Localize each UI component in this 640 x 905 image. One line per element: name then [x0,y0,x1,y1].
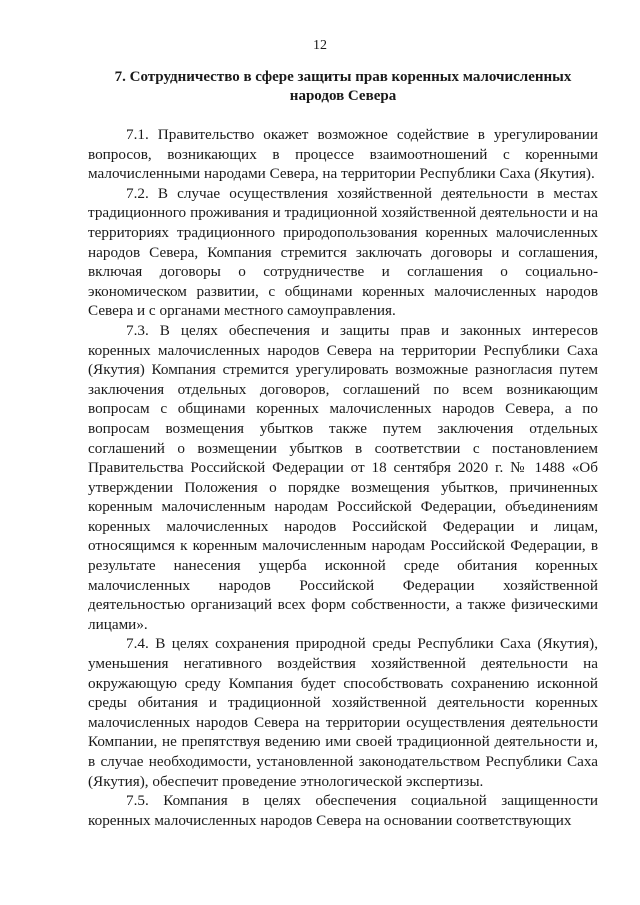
page-number: 12 [313,38,327,53]
section-heading: 7. Сотрудничество в сфере защиты прав коренных малочисленных народов Севера [114,69,572,104]
paragraph-7-4: 7.4. В целях сохранения природной среды Республики Саха (Якутия), уменьшения негативного воздействия хозяйственной деятельности на окружающую среду Компания будет способствовать сохранению исконной среды обитания и традиционной хозяйственной деятельности коренных малочисленных народов Севера на территории осуществления деятельности Компании, не препятствуя ведению ими своей традиционной деятельности и, в случае необходимости, установленной законодательством Республики Саха (Якутия), обеспечит проведение этнологической экспертизы. [88,635,598,790]
paragraph-7-1: 7.1. Правительство окажет возможное содействие в урегулировании вопросов, возникающих в процессе взаимоотношений с коренными малочисленными народами Севера, на территории Республики Саха (Якутия). [88,126,598,183]
paragraph-7-5: 7.5. Компания в целях обеспечения социальной защищенности коренных малочисленных народов Севера на основании соответствующих [88,792,598,829]
paragraph-7-2: 7.2. В случае осуществления хозяйственной деятельности в местах традиционного проживания и традиционной хозяйственной деятельности и на территориях традиционного природопользования коренных малочисленных народов Севера, Компания стремится заключать договоры и соглашения, включая договоры о сотрудничестве и соглашения о социально-экономическом развитии, с общинами коренных малочисленных народов Севера и с органами местного самоуправления. [88,184,598,320]
paragraph-7-3: 7.3. В целях обеспечения и защиты прав и законных интересов коренных малочисленных народов Севера на территории Республики Саха (Якутия) Компания стремится урегулировать возможные разногласия путем заключения отдельных договоров, соглашений по всем возникающим вопросам с общинами коренных малочисленных народов Севера, а по вопросам возмещения убытков также путем заключения отдельных соглашений о возмещении убытков в соответствии с постановлением Правительства Российской Федерации от 18 сентября 2020 г. № 1488 «Об утверждении Положения о порядке возмещения убытков, причиненных коренным малочисленным народам Российской Федерации, объединениям коренных малочисленных народов Российской Федерации и лицам, относящимся к коренным малочисленным народам Российской Федерации, в результате нанесения ущерба исконной среде обитания коренных малочисленных народов Российской Федерации хозяйственной деятельностью организаций всех форм собственности, а также физическими лицами». [88,321,598,633]
section-body [88,125,598,830]
